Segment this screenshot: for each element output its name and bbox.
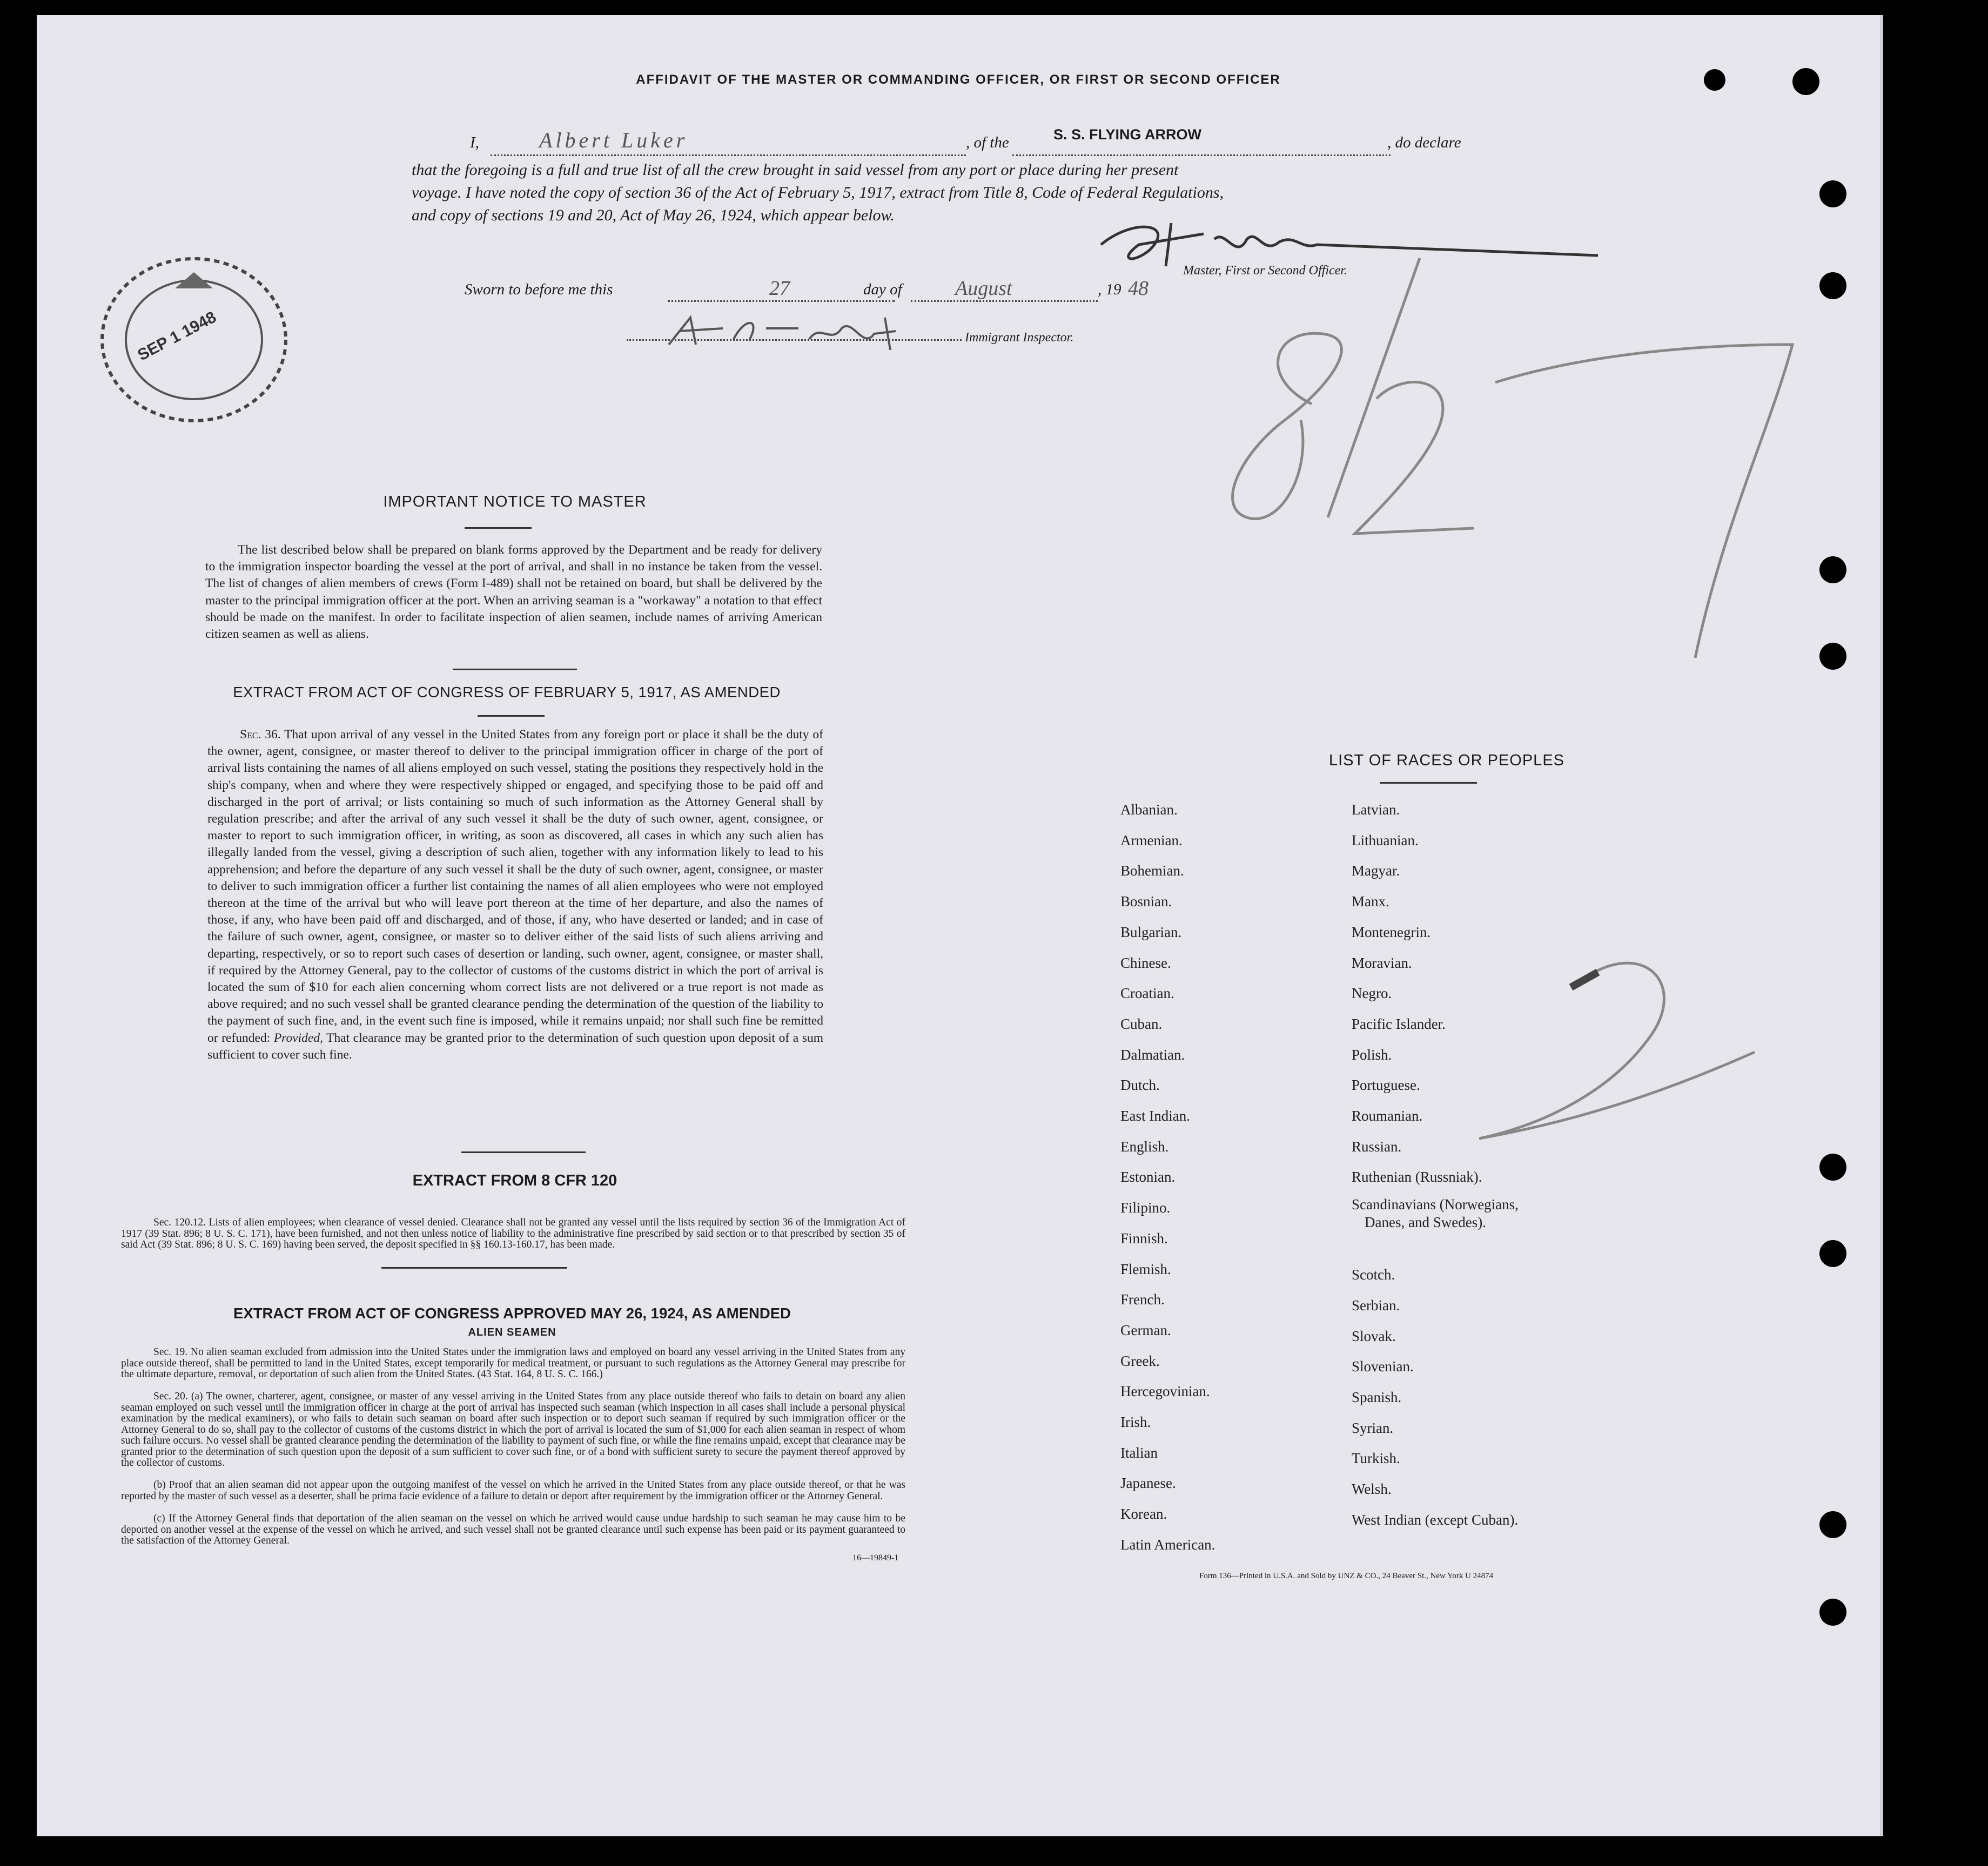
handwritten-date-text: [1225, 382, 1235, 388]
extract-1917-body: That upon arrival of any vessel in the United States from any foreign port or place it shall be the duty of the owner, agent, consignee, or master thereof to deliver to the principal immigration officer in charge of the port of arrival lists containing the names of all aliens employed on such vessel, stating the positions they respectively hold in the ship's company, when and where they were respectively shipped or engaged, and specifying those to be paid off and discharged in the port of arrival; or lists containing so much of such information as the Attorney General shall by regulation prescribe; and after the arrival of any such vessel it shall be the duty of such owner, agent, consignee, or master to report to such immigration officer, in writing, as soon as discovered, all cases in which any such alien has illegally landed from the vessel, giving a description of such alien, together with any information likely to lead to his apprehension; and before the departure of any such vessel it shall be the duty of such owner, agent, consignee, or master to deliver to such immigration officer a further list containing the names of all alien employees who were not employed thereon at the time of the arrival but who will leave port thereon at the time of her departure, and also the names of those, if any, who have been paid off and discharged, and of those, if any, who have deserted or landed; and in case of the failure of such owner, agent, consignee, or master so to deliver either of the said lists of such aliens arriving and departing, respectively, or so to report such cases of desertion or landing, such owner, agent, consignee, or master shall, if required by the Attorney General, pay to the collector of customs of the customs district in which the port of arrival is located the sum of $10 for each alien concerning whom correct lists are not delivered or a true report is not made as above required; and no such vessel shall be granted clearance pending the determination of the question of the liability to the payment of such fine, and, in the event such fine is imposed, while it remains unpaid; nor shall such fine be remitted or refunded:: [207, 727, 824, 1045]
race-item: Filipino.: [1120, 1200, 1171, 1216]
race-item: Lithuanian.: [1352, 832, 1419, 848]
document-page: [37, 15, 1883, 1836]
race-item: Scotch.: [1352, 1267, 1395, 1283]
race-item: Latin American.: [1120, 1536, 1215, 1553]
race-item: Ruthenian (Russniak).: [1352, 1169, 1482, 1185]
extract-1924-heading: EXTRACT FROM ACT OF CONGRESS APPROVED MAY 26, 1924, AS AMENDED: [233, 1305, 791, 1322]
race-item: Cuban.: [1120, 1015, 1163, 1032]
notice-bottom-rule: [453, 669, 577, 670]
race-item: Dalmatian.: [1120, 1046, 1185, 1063]
race-item: Manx.: [1352, 893, 1389, 910]
affidavit-body-line-3: and copy of sections 19 and 20, Act of May 26, 1924, which appear below.: [412, 206, 895, 224]
affidavit-title: AFFIDAVIT OF THE MASTER OR COMMANDING OFFICER, OR FIRST OR SECOND OFFICER: [636, 72, 1281, 87]
immigration-date-stamp: [94, 251, 294, 429]
punch-hole: [1819, 1599, 1846, 1626]
races-heading: LIST OF RACES OR PEOPLES: [1328, 752, 1565, 769]
race-item: Bulgarian.: [1120, 924, 1182, 940]
handwritten-number-text: [1549, 987, 1552, 993]
race-item: Roumanian.: [1352, 1108, 1423, 1124]
race-item: Montenegrin.: [1352, 924, 1431, 940]
race-item: Albanian.: [1120, 801, 1178, 818]
extract-cfr-rule: [381, 1267, 567, 1269]
race-item: Armenian.: [1120, 832, 1183, 848]
race-item: Moravian.: [1352, 954, 1412, 971]
race-item: Estonian.: [1120, 1169, 1176, 1185]
month-value-handwritten: August: [955, 277, 1012, 300]
race-item: Latvian.: [1352, 801, 1400, 818]
inspector-signature: [658, 307, 939, 355]
punch-hole: [1819, 556, 1846, 583]
extract-1917-rule: [478, 715, 545, 717]
day-line: [668, 300, 895, 302]
race-item: Danes, and Swedes).: [1365, 1214, 1486, 1231]
race-item: Hercegovinian.: [1120, 1383, 1210, 1400]
race-item: Welsh.: [1352, 1481, 1392, 1498]
race-item: German.: [1120, 1322, 1171, 1338]
year-printed: , 19: [1098, 281, 1121, 298]
race-item: Magyar.: [1352, 863, 1400, 879]
master-name-handwritten: Albert Luker: [539, 128, 688, 152]
extract-cfr-text: Sec. 120.12. Lists of alien employees; when clearance of vessel denied. Clearance shall not be granted any vessel until the lists required by section 36 of the Immigration Act of 1917 (39 Stat. 896; 8 U. S. C. 171), have been furnished, and not then unless notice of liability to the administrative fine prescribed by said section or to that prescribed by section 35 of said Act (39 Stat. 896; 8 U. S. C. 169) having been served, the deposit specified in §§ 160.13-160.17, has been made.: [121, 1217, 905, 1250]
race-item: Finnish.: [1120, 1230, 1168, 1247]
race-item: French.: [1120, 1291, 1165, 1308]
race-item: Italian: [1120, 1444, 1158, 1461]
extract-1917-body-end: That clearance may be granted prior to the determination of such question upon deposit of a sum sufficient to cover such fine.: [207, 1030, 824, 1062]
print-code: 16—19849-1: [852, 1553, 899, 1562]
extract-1924-sec20c: (c) If the Attorney General finds that deportation of the alien seaman on the vessel on which he arrived would cause undue hardship to such seaman he may cause him to be deported on another vessel at the expense of the vessel on which he arrived, and such vessel shall not be granted clearance until such expense has been paid or its payment guaranteed to the satisfaction of the Attorney General.: [121, 1513, 905, 1546]
punch-hole: [1819, 1511, 1846, 1538]
race-item: Dutch.: [1120, 1077, 1160, 1094]
vessel-name-stamp: S. S. FLYING ARROW: [1053, 126, 1202, 143]
stamp-date: SEP 1 1948: [135, 308, 219, 365]
races-column-2: [1352, 794, 1519, 1535]
master-name-line: [491, 154, 966, 156]
race-item: Greek.: [1120, 1352, 1160, 1369]
race-item: Russian.: [1352, 1138, 1402, 1155]
race-item: Scandinavians (Norwegians,: [1352, 1196, 1519, 1213]
provided-word: Provided,: [273, 1030, 323, 1045]
race-item: Bosnian.: [1120, 893, 1172, 910]
race-item: Irish.: [1120, 1414, 1151, 1431]
inspector-caption: Immigrant Inspector.: [965, 331, 1074, 345]
vessel-line: [1012, 154, 1391, 156]
notice-heading: IMPORTANT NOTICE TO MASTER: [383, 493, 647, 510]
extract-1917-bottom-rule: [461, 1151, 586, 1153]
master-caption: Master, First or Second Officer.: [1183, 264, 1347, 278]
race-item: Slovak.: [1352, 1328, 1396, 1344]
day-of-label: day of: [863, 281, 902, 298]
handwritten-date-pencil: [1150, 247, 1819, 669]
punch-hole: [1819, 1240, 1846, 1267]
affidavit-body-line-1: that the foregoing is a full and true list of all the crew brought in said vessel from any port or place during her present: [412, 161, 1179, 179]
year-handwritten: 48: [1128, 277, 1149, 300]
punch-hole: [1792, 68, 1819, 95]
extract-1924-sec20b: (b) Proof that an alien seaman did not appear upon the outgoing manifest of the vessel on which he arrived in the United States from any place outside thereof, or that he was reported by the master of such vessel as a deserter, shall be prima facie evidence of a failure to detain or deport after requirement by the immigration officer or the Attorney General.: [121, 1479, 905, 1502]
punch-hole: [1704, 69, 1725, 91]
race-item: Croatian.: [1120, 985, 1174, 1002]
race-item: Portuguese.: [1352, 1077, 1420, 1094]
race-item: Slovenian.: [1352, 1358, 1414, 1375]
form-footnote: Form 136—Printed in U.S.A. and Sold by UNZ & CO., 24 Beaver St., New York U 24874: [1199, 1572, 1494, 1580]
extract-1917-sec-label: Sec. 36.: [240, 727, 281, 742]
i-label: I,: [470, 134, 479, 151]
notice-rule: [465, 527, 532, 529]
race-item: West Indian (except Cuban).: [1352, 1511, 1519, 1528]
extract-1917-text: [207, 726, 823, 1063]
race-item: Polish.: [1352, 1046, 1392, 1063]
race-item: East Indian.: [1120, 1108, 1190, 1124]
race-item: Spanish.: [1352, 1389, 1402, 1405]
race-item: Flemish.: [1120, 1261, 1171, 1277]
race-item: Pacific Islander.: [1352, 1015, 1446, 1032]
affidavit-body-line-2: voyage. I have noted the copy of section 36 of the Act of February 5, 1917, extract from Title 8, Code of Federal Regulations,: [412, 184, 1224, 201]
extract-1917-heading: EXTRACT FROM ACT OF CONGRESS OF FEBRUARY 5, 1917, AS AMENDED: [233, 684, 781, 700]
race-item: Chinese.: [1120, 954, 1171, 971]
race-item: Japanese.: [1120, 1475, 1176, 1492]
race-item: Syrian.: [1352, 1419, 1394, 1436]
punch-hole: [1819, 643, 1846, 670]
punch-hole: [1819, 1154, 1846, 1181]
day-value-handwritten: 27: [769, 277, 790, 300]
race-item: Negro.: [1352, 985, 1392, 1002]
month-line: [911, 300, 1098, 302]
race-item: Serbian.: [1352, 1297, 1400, 1313]
race-item: English.: [1120, 1138, 1169, 1155]
sworn-label: Sworn to before me this: [465, 281, 613, 298]
do-declare-label: , do declare: [1387, 134, 1461, 151]
extract-1924-sec19: Sec. 19. No alien seaman excluded from admission into the United States under the immigration laws and employed on board any vessel arriving in the United States from any place outside thereof, shall be permitted to land in the United States, except temporarily for medical treatment, or pursuant to such regulations as the Attorney General may prescribe for the ultimate departure, removal, or deportation of such alien from the United States. (43 Stat. 164, 8 U. S. C. 166.): [121, 1346, 905, 1380]
race-item: Bohemian.: [1120, 863, 1184, 879]
handwritten-number-pencil: [1463, 944, 1765, 1160]
notice-text: The list described below shall be prepared on blank forms approved by the Department and be ready for delivery to the immigration inspector boarding the vessel at the port of arrival, and shall in no instance be taken from the vessel. The list of changes of alien members of crews (Form I-489) shall not be retained on board, but shall be delivered by the master to the principal immigration officer at the port. When an arriving seaman is a "workaway" a notation to that effect should be made on the manifest. In order to facilitate inspection of alien seamen, include names of arriving American citizen seamen as well as aliens.: [205, 543, 822, 642]
punch-hole: [1819, 272, 1846, 299]
race-item: Korean.: [1120, 1506, 1167, 1523]
extract-1924-subheading: ALIEN SEAMEN: [468, 1326, 556, 1338]
of-the-label: , of the: [966, 134, 1009, 151]
extract-1924-sec20a: Sec. 20. (a) The owner, charterer, agent, consignee, or master of any vessel arriving in the United States from any place outside thereof who fails to detain on board any alien seaman employed on such vessel until the immigration officer in charge at the port of arrival has inspected such seaman (which inspection in all cases shall include a personal physical examination by the medical examiners), or who fails to detain such seaman on board after such inspection or to deport such seaman if required by such immigration officer or the Attorney General to do so, shall pay to the collector of customs of the customs district in which the port of arrival is located the sum of $1,000 for each alien seaman in respect of whom such failure occurs. No vessel shall be granted clearance pending the determination of the liability to payment of such fine, or while the fine remains unpaid, except that clearance may be granted prior to the determination of such question upon the deposit of a sum sufficient to cover such fine, or of a bond with sufficient surety to secure the payment thereof approved by the collector of customs.: [121, 1391, 905, 1468]
race-item: Turkish.: [1352, 1450, 1400, 1467]
races-column-1: [1120, 794, 1215, 1560]
races-rule: [1380, 782, 1477, 784]
punch-hole: [1819, 180, 1846, 207]
extract-cfr-heading: EXTRACT FROM 8 CFR 120: [412, 1172, 617, 1189]
